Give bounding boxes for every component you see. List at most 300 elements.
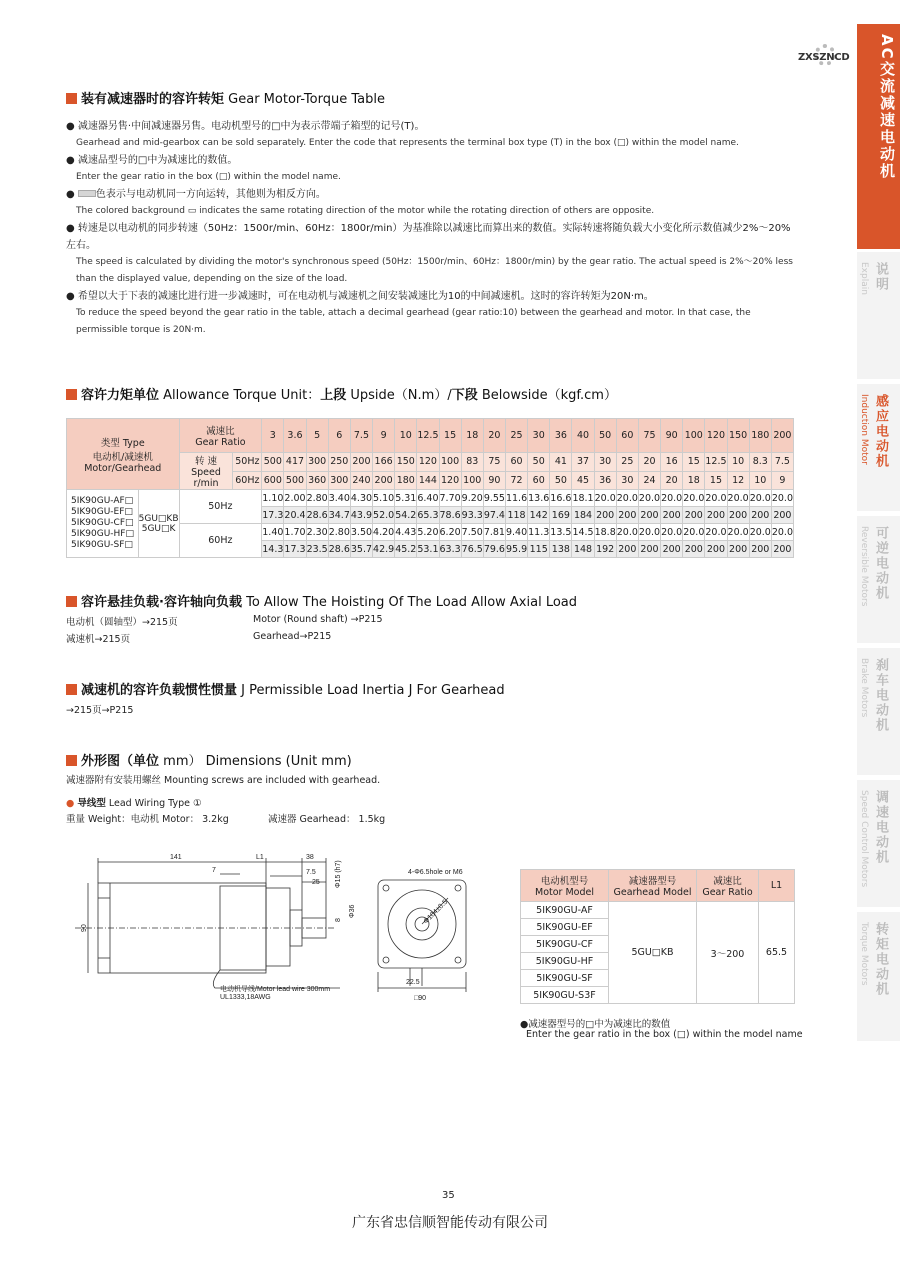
speed-60hz-cell: 60 <box>528 471 550 490</box>
speed-50hz-cell: 250 <box>328 453 350 472</box>
th-ratio: 36 <box>550 419 572 453</box>
th-ratio: 50 <box>594 419 616 453</box>
speed-60hz-cell: 9 <box>771 471 793 490</box>
th-type <box>67 419 180 490</box>
section-title-dimensions <box>66 750 352 769</box>
torque-cell: 7.50 <box>461 524 483 541</box>
torque-cell: 93.3 <box>461 507 483 524</box>
lead-wire-spec: UL1333,18AWG <box>220 994 271 1001</box>
section-title-allowance-torque <box>66 384 617 403</box>
dim-25: 25 <box>312 879 320 886</box>
th-ratio: 180 <box>749 419 771 453</box>
torque-cell: 20.0 <box>727 490 749 507</box>
torque-cell: 18.1 <box>572 490 594 507</box>
speed-50hz-cell: 150 <box>395 453 417 472</box>
ref-inertia: →215页→P215 <box>66 705 134 716</box>
torque-cell: 20.4 <box>284 507 306 524</box>
torque-cell: 17.3 <box>284 541 306 558</box>
torque-cell: 6.20 <box>439 524 461 541</box>
spec-note-zh: ●减速器型号的□中为减速比的数值 <box>520 1019 671 1030</box>
th-text: 电动机/减速机 <box>92 451 153 463</box>
note-zh: ● 减速器另售·中间减速器另售。电动机型号的□中为表示带端子箱型的记号(T)。 <box>66 121 425 132</box>
tab-label: AC交流减速电动机 <box>878 34 896 180</box>
speed-60hz-cell: 360 <box>306 471 328 490</box>
weight-gearhead: 减速器 Gearhead： 1.5kg <box>268 814 386 825</box>
th-ratio: 12.5 <box>417 419 439 453</box>
torque-cell: 76.5 <box>461 541 483 558</box>
speed-60hz-cell: 15 <box>705 471 727 490</box>
torque-cell: 200 <box>616 541 638 558</box>
speed-60hz-cell: 72 <box>505 471 527 490</box>
speed-50hz-cell: 25 <box>616 453 638 472</box>
torque-cell: 20.0 <box>661 524 683 541</box>
torque-cell: 4.30 <box>350 490 372 507</box>
motor-model: 5IK90GU-SF□ <box>71 540 133 550</box>
th-motor-model <box>521 870 609 902</box>
torque-cell: 200 <box>749 507 771 524</box>
speed-60hz-cell: 12 <box>727 471 749 490</box>
th-zh: 减速比 <box>713 876 742 887</box>
square-bullet-icon <box>66 93 77 104</box>
th-en: Motor Model <box>535 887 594 898</box>
th-zh: 减速器型号 <box>628 876 677 887</box>
ref-gearhead-en: Gearhead→P215 <box>253 631 332 642</box>
tab-label: 说明 <box>873 262 888 292</box>
torque-cell: 3.50 <box>350 524 372 541</box>
ref-motor-en: Motor (Round shaft) →P215 <box>253 614 383 625</box>
speed-50hz-cell: 15 <box>683 453 705 472</box>
torque-cell: 78.6 <box>439 507 461 524</box>
torque-cell: 43.9 <box>350 507 372 524</box>
tab-label-en: Explain <box>859 262 869 295</box>
torque-cell: 97.4 <box>483 507 505 524</box>
speed-60hz-cell: 240 <box>350 471 372 490</box>
dim-8: 8 <box>335 918 342 922</box>
torque-cell: 16.6 <box>550 490 572 507</box>
torque-cell: 45.2 <box>395 541 417 558</box>
torque-cell: 28.6 <box>306 507 328 524</box>
title-zh: 外形图（单位 <box>81 754 160 769</box>
speed-60hz-cell: 100 <box>461 471 483 490</box>
torque-cell: 7.81 <box>483 524 505 541</box>
speed-50hz-cell: 50 <box>528 453 550 472</box>
speed-50hz-cell: 75 <box>483 453 505 472</box>
torque-cell: 200 <box>771 541 793 558</box>
note-en: Gearhead and mid-gearbox can be sold separately. Enter the code that represents the terminal box type (T) in the box (□) within the model name. <box>76 138 739 148</box>
motor-model: 5IK90GU-HF <box>521 953 609 970</box>
speed-60hz-cell: 30 <box>616 471 638 490</box>
torque-cell: 53.1 <box>417 541 439 558</box>
dim-90: 90 <box>81 924 88 932</box>
square-bullet-icon <box>66 596 77 607</box>
notes-list <box>66 118 796 339</box>
torque-cell: 52.0 <box>373 507 395 524</box>
torque-cell: 20.0 <box>705 524 727 541</box>
speed-50hz-cell: 300 <box>306 453 328 472</box>
torque-cell: 7.70 <box>439 490 461 507</box>
torque-cell: 95.9 <box>505 541 527 558</box>
tab-label: 感应电动机 <box>873 394 888 469</box>
torque-cell: 2.80 <box>306 490 328 507</box>
th-l1: L1 <box>759 870 795 902</box>
tab-ac-motor[interactable] <box>857 24 900 250</box>
torque-cell: 184 <box>572 507 594 524</box>
th-gearhead-model <box>609 870 697 902</box>
section-title-inertia <box>66 679 505 698</box>
torque-cell: 200 <box>705 541 727 558</box>
speed-60hz-cell: 500 <box>284 471 306 490</box>
th-ratio: 90 <box>661 419 683 453</box>
torque-cell: 2.80 <box>328 524 350 541</box>
th-ratio: 150 <box>727 419 749 453</box>
torque-cell: 4.43 <box>395 524 417 541</box>
th-ratio: 9 <box>373 419 395 453</box>
torque-cell: 142 <box>528 507 550 524</box>
motor-model: 5IK90GU-S3F <box>521 987 609 1004</box>
ref-gearhead-zh: 减速机→215页 <box>66 634 131 645</box>
note-text: 希望以大于下表的减速比进行进一步减速时，可在电动机与减速机之间安装减速比为10的中间减速机。这时的容许转矩为20N·m。 <box>77 291 654 302</box>
th-ratio: 7.5 <box>350 419 372 453</box>
speed-60hz-cell: 10 <box>749 471 771 490</box>
note-zh: ● 希望以大于下表的减速比进行进一步减速时，可在电动机与减速机之间安装减速比为10的中间减速机。这时的容许转矩为20N·m。 <box>66 291 654 302</box>
tab-explain[interactable] <box>857 252 900 380</box>
note-en: Enter the gear ratio in the box (□) within the model name. <box>76 172 341 182</box>
speed-60hz-cell: 20 <box>661 471 683 490</box>
torque-cell: 1.40 <box>262 524 284 541</box>
speed-50hz-cell: 200 <box>350 453 372 472</box>
tab-label: 转矩电动机 <box>873 922 888 997</box>
freq-cell: 50Hz <box>179 490 262 524</box>
torque-cell: 1.70 <box>284 524 306 541</box>
dim-sq90: □90 <box>414 995 427 1002</box>
th-text: 类型 Type <box>100 437 145 449</box>
gear-ratio: 3～200 <box>697 902 759 1004</box>
torque-cell: 14.5 <box>572 524 594 541</box>
th-ratio: 25 <box>505 419 527 453</box>
title-en: Belowside（kgf.cm） <box>481 388 617 403</box>
speed-50hz-cell: 120 <box>417 453 439 472</box>
torque-cell: 20.0 <box>771 524 793 541</box>
torque-cell: 65.3 <box>417 507 439 524</box>
torque-cell: 11.3 <box>528 524 550 541</box>
speed-50hz-cell: 37 <box>572 453 594 472</box>
type-zh: 导线型 <box>77 798 106 809</box>
torque-cell: 20.0 <box>727 524 749 541</box>
dim-7-5: 7.5 <box>306 869 316 876</box>
torque-cell: 54.2 <box>395 507 417 524</box>
torque-cell: 35.7 <box>350 541 372 558</box>
torque-cell: 200 <box>616 507 638 524</box>
wiring-type <box>66 795 202 809</box>
tab-brake-motors[interactable] <box>857 648 900 776</box>
torque-cell: 63.3 <box>439 541 461 558</box>
page-number: 35 <box>442 1190 455 1201</box>
torque-cell: 200 <box>771 507 793 524</box>
note-zh: ● 转速是以电动机的同步转速（50Hz：1500r/min、60Hz：1800r/min）为基准除以减速比而算出来的数值。实际转速将随负载大小变化所示数值减少2%～20%左右。 <box>66 223 791 251</box>
th-ratio: 10 <box>395 419 417 453</box>
speed-60hz-cell: 600 <box>262 471 284 490</box>
th-50hz: 50Hz <box>233 453 262 472</box>
th-ratio: 3 <box>262 419 284 453</box>
title-en: Upside（N.m）/ <box>350 388 452 403</box>
torque-cell: 2.30 <box>306 524 328 541</box>
note-text: 转速是以电动机的同步转速（50Hz：1500r/min、60Hz：1800r/min）为基准除以减速比而算出来的数值。实际转速将随负载大小变化所示数值减少2%～20%左右。 <box>66 223 791 251</box>
th-text: 减速比 <box>206 426 235 437</box>
torque-cell: 200 <box>727 541 749 558</box>
dim-phi15: Φ15 (h7) <box>335 860 342 888</box>
section-title-load <box>66 591 577 610</box>
motor-model: 5IK90GU-CF□ <box>71 518 134 528</box>
weight-motor: 重量 Weight：电动机 Motor： 3.2kg <box>66 814 229 825</box>
note-text: 色表示与电动机同一方向运转，其他则为相反方向。 <box>95 189 326 200</box>
dim-141: 141 <box>170 854 182 861</box>
gearhead-model: 5GU□KB <box>138 513 179 524</box>
torque-cell: 115 <box>528 541 550 558</box>
speed-60hz-cell: 200 <box>373 471 395 490</box>
title-zh: mm） <box>163 754 202 769</box>
speed-60hz-cell: 90 <box>483 471 505 490</box>
torque-cell: 200 <box>661 541 683 558</box>
speed-50hz-cell: 83 <box>461 453 483 472</box>
speed-60hz-cell: 144 <box>417 471 439 490</box>
speed-60hz-cell: 18 <box>683 471 705 490</box>
torque-cell: 13.6 <box>528 490 550 507</box>
tab-speed-control-motors[interactable] <box>857 780 900 908</box>
torque-cell: 20.0 <box>594 490 616 507</box>
title-en: Dimensions (Unit mm) <box>205 754 352 769</box>
note-zh: ● 减速品型号的□中为减速比的数值。 <box>66 155 238 166</box>
torque-cell: 20.0 <box>749 490 771 507</box>
torque-cell: 2.00 <box>284 490 306 507</box>
torque-cell: 20.0 <box>771 490 793 507</box>
speed-50hz-cell: 500 <box>262 453 284 472</box>
speed-60hz-cell: 50 <box>550 471 572 490</box>
torque-cell: 23.5 <box>306 541 328 558</box>
gearhead-model: 5GU□KB <box>609 902 697 1004</box>
th-ratio: 5 <box>306 419 328 453</box>
torque-cell: 5.31 <box>395 490 417 507</box>
title-en: J Permissible Load Inertia J For Gearhead <box>241 683 505 698</box>
spec-note-en: Enter the gear ratio in the box (□) within the model name <box>526 1029 803 1040</box>
motor-model: 5IK90GU-EF <box>521 919 609 936</box>
tab-label-en: Speed Control Motors <box>859 790 869 888</box>
th-ratio: 30 <box>528 419 550 453</box>
tab-label: 调速电动机 <box>873 790 888 865</box>
th-ratio: 20 <box>483 419 505 453</box>
torque-cell: 200 <box>749 541 771 558</box>
table-header-row <box>67 419 794 453</box>
torque-cell: 20.0 <box>638 490 660 507</box>
torque-cell: 17.3 <box>262 507 284 524</box>
motor-model: 5IK90GU-SF <box>521 970 609 987</box>
torque-cell: 34.7 <box>328 507 350 524</box>
color-swatch <box>78 190 96 197</box>
torque-cell: 169 <box>550 507 572 524</box>
torque-cell: 4.20 <box>373 524 395 541</box>
torque-cell: 14.3 <box>262 541 284 558</box>
tab-label: 可逆电动机 <box>873 526 888 601</box>
th-ratio: 200 <box>771 419 793 453</box>
torque-cell: 42.9 <box>373 541 395 558</box>
speed-50hz-cell: 30 <box>594 453 616 472</box>
square-bullet-icon <box>66 684 77 695</box>
th-gear-ratio <box>179 419 262 453</box>
speed-60hz-cell: 24 <box>638 471 660 490</box>
tab-label: 刹车电动机 <box>873 658 888 733</box>
freq-cell: 60Hz <box>179 524 262 558</box>
dim-l1: L1 <box>256 854 264 861</box>
speed-50hz-cell: 60 <box>505 453 527 472</box>
speed-50hz-cell: 41 <box>550 453 572 472</box>
torque-cell: 28.6 <box>328 541 350 558</box>
torque-cell: 9.20 <box>461 490 483 507</box>
title-zh: 容许力矩单位 <box>81 388 160 403</box>
torque-cell: 20.0 <box>661 490 683 507</box>
speed-50hz-cell: 16 <box>661 453 683 472</box>
speed-60hz-cell: 120 <box>439 471 461 490</box>
torque-cell: 200 <box>727 507 749 524</box>
th-text: 转 速 <box>194 456 217 467</box>
th-gear-ratio <box>697 870 759 902</box>
tab-induction-motor[interactable] <box>857 384 900 512</box>
th-ratio: 15 <box>439 419 461 453</box>
torque-cell: 20.0 <box>683 490 705 507</box>
th-text: Motor/Gearhead <box>84 462 162 474</box>
motor-model: 5IK90GU-HF□ <box>71 529 134 539</box>
torque-cell: 200 <box>638 507 660 524</box>
l1-value: 65.5 <box>759 902 795 1004</box>
torque-cell: 20.0 <box>616 490 638 507</box>
torque-cell: 200 <box>594 507 616 524</box>
torque-cell: 3.40 <box>328 490 350 507</box>
torque-cell: 118 <box>505 507 527 524</box>
th-ratio: 120 <box>705 419 727 453</box>
torque-cell: 9.40 <box>505 524 527 541</box>
speed-50hz-cell: 12.5 <box>705 453 727 472</box>
motor-model: 5IK90GU-AF <box>521 902 609 919</box>
torque-cell: 200 <box>638 541 660 558</box>
torque-cell: 13.5 <box>550 524 572 541</box>
brand-text: ZXSZNCD <box>798 52 850 63</box>
tab-label-en: Torque Motors <box>859 922 869 986</box>
model-spec-table <box>520 869 795 1004</box>
title-en: Gear Motor-Torque Table <box>228 92 385 107</box>
torque-cell: 20.0 <box>616 524 638 541</box>
th-ratio: 18 <box>461 419 483 453</box>
square-bullet-icon <box>66 389 77 400</box>
torque-cell: 192 <box>594 541 616 558</box>
section-title-torque-table <box>66 88 385 107</box>
lead-wire-label: 电动机导线/Motor lead wire 300mm <box>220 986 331 993</box>
torque-cell: 20.0 <box>683 524 705 541</box>
note-en: To reduce the speed beyond the gear ratio in the table, attach a decimal gearhead (gear ratio:10) between the gearhead and motor. In that case, the permissible torque is 20N·m. <box>76 308 751 335</box>
torque-cell: 1.10 <box>262 490 284 507</box>
tab-label-en: Induction Motor <box>859 394 869 465</box>
note-text: 减速品型号的□中为减速比的数值。 <box>77 155 238 166</box>
torque-cell: 200 <box>683 507 705 524</box>
title-zh: 装有减速器时的容许转矩 <box>81 92 225 107</box>
title-zh: 容许悬挂负载·容许轴向负载 <box>81 595 242 610</box>
torque-cell: 200 <box>683 541 705 558</box>
torque-cell: 18.8 <box>594 524 616 541</box>
brand-logo <box>798 48 852 70</box>
motor-model: 5IK90GU-AF□ <box>71 496 134 506</box>
th-text: Speed r/min <box>191 467 221 489</box>
gearhead-models <box>138 490 179 558</box>
torque-table <box>66 418 794 558</box>
gearhead-model: 5GU□K <box>141 523 176 534</box>
dimension-drawing <box>70 848 470 1008</box>
motor-model: 5IK90GU-CF <box>521 936 609 953</box>
table-header-row <box>521 870 795 902</box>
th-ratio: 6 <box>328 419 350 453</box>
note-en: The speed is calculated by dividing the motor's synchronous speed (50Hz：1500r/min、60Hz：1800r/min) by the gear ratio. The actual speed is 2%～20% less than the displayed value, depending on the size of the load. <box>76 257 793 284</box>
th-ratio: 60 <box>616 419 638 453</box>
torque-cell: 200 <box>705 507 727 524</box>
tab-label-en: Reversible Motors <box>859 526 869 607</box>
speed-50hz-cell: 20 <box>638 453 660 472</box>
motor-model: 5IK90GU-EF□ <box>71 507 133 517</box>
torque-cell: 20.0 <box>638 524 660 541</box>
torque-cell: 138 <box>550 541 572 558</box>
square-bullet-icon <box>66 755 77 766</box>
th-en: Gear Ratio <box>702 887 753 898</box>
th-ratio: 3.6 <box>284 419 306 453</box>
speed-50hz-cell: 166 <box>373 453 395 472</box>
table-row <box>67 490 794 507</box>
th-60hz: 60Hz <box>233 471 262 490</box>
screws-note: 减速器附有安装用螺丝 Mounting screws are included with gearhead. <box>66 775 381 786</box>
note-zh: ● 色表示与电动机同一方向运转，其他则为相反方向。 <box>66 189 326 200</box>
speed-50hz-cell: 417 <box>284 453 306 472</box>
th-ratio: 100 <box>683 419 705 453</box>
speed-50hz-cell: 7.5 <box>771 453 793 472</box>
speed-60hz-cell: 180 <box>395 471 417 490</box>
title-zh: 减速机的容许负载惯性惯量 <box>81 683 238 698</box>
dim-pcd: Φ104±0.5 <box>422 898 450 926</box>
company-name: 广东省忠信顺智能传动有限公司 <box>352 1215 548 1231</box>
title-en: To Allow The Hoisting Of The Load Allow Axial Load <box>246 595 578 610</box>
table-row <box>521 902 795 919</box>
speed-50hz-cell: 100 <box>439 453 461 472</box>
torque-cell: 5.10 <box>373 490 395 507</box>
title-en: Allowance Torque Unit： <box>163 388 321 403</box>
dim-7: 7 <box>212 867 216 874</box>
dim-22-5: 22.5 <box>406 979 420 986</box>
tab-label-en: Brake Motors <box>859 658 869 718</box>
torque-cell: 79.6 <box>483 541 505 558</box>
dot-icon: ● <box>66 798 75 809</box>
dim-38: 38 <box>306 854 314 861</box>
note-en: The colored background ▭ indicates the same rotating direction of the motor while the rotating direction of others are opposite. <box>76 206 655 216</box>
th-ratio: 40 <box>572 419 594 453</box>
torque-cell: 148 <box>572 541 594 558</box>
note-text: 减速器另售·中间减速器另售。电动机型号的□中为表示带端子箱型的记号(T)。 <box>77 121 425 132</box>
flange <box>266 888 290 966</box>
speed-60hz-cell: 45 <box>572 471 594 490</box>
torque-cell: 6.40 <box>417 490 439 507</box>
th-ratio: 75 <box>638 419 660 453</box>
tab-reversible-motors[interactable] <box>857 516 900 644</box>
title-zh: 上段 <box>320 388 347 403</box>
tab-torque-motors[interactable] <box>857 912 900 1042</box>
th-speed <box>179 453 233 490</box>
motor-models <box>67 490 139 558</box>
th-zh: 电动机型号 <box>540 876 589 887</box>
speed-50hz-cell: 10 <box>727 453 749 472</box>
type-en: Lead Wiring Type ① <box>108 798 202 809</box>
speed-50hz-cell: 8.3 <box>749 453 771 472</box>
